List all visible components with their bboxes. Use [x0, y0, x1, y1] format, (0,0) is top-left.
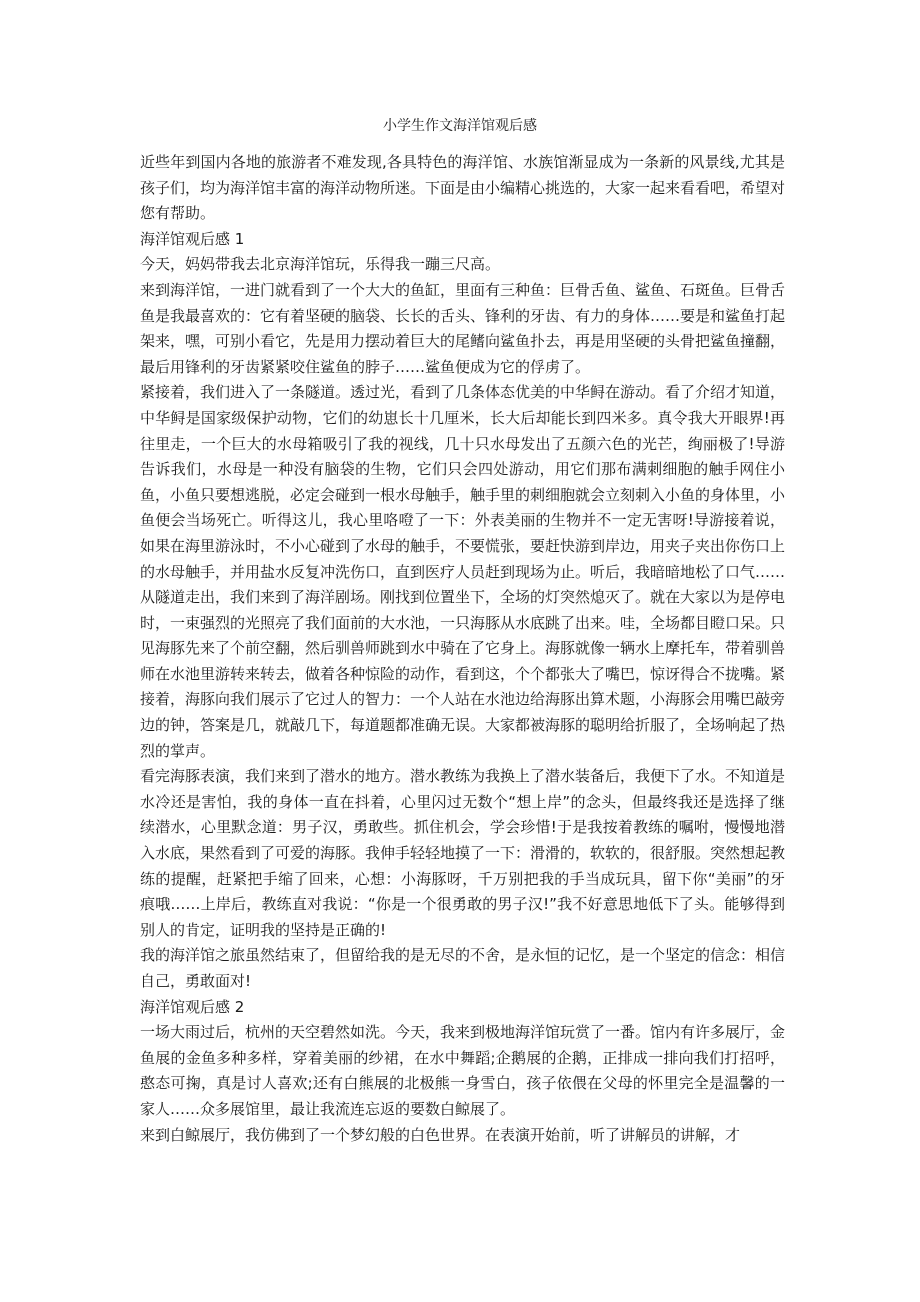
paragraph: 我的海洋馆之旅虽然结束了，但留给我的是无尽的不舍，是永恒的记忆，是一个坚定的信念：相信自己，勇敢面对!	[140, 946, 786, 990]
section-heading-2: 海洋馆观后感 2	[140, 997, 245, 1016]
document-body	[140, 150, 785, 1148]
paragraph: 来到海洋馆，一进门就看到了一个大大的鱼缸，里面有三种鱼：巨骨舌鱼、鲨鱼、石斑鱼。巨骨舌鱼是我最喜欢的：它有着坚硬的脑袋、长长的舌头、锋利的牙齿、有力的身体……要是和鲨鱼打起架来，嘿，可别小看它，先是用力摆动着巨大的尾鳍向鲨鱼扑去，再是用坚硬的头骨把鲨鱼撞翻，最后用锋利的牙齿紧紧咬住鲨鱼的脖子……鲨鱼便成为它的俘虏了。	[140, 280, 786, 376]
paragraph: 来到白鲸展厅，我仿佛到了一个梦幻般的白色世界。在表演开始前，听了讲解员的讲解，才	[140, 1125, 741, 1144]
paragraph: 今天，妈妈带我去北京海洋馆玩，乐得我一蹦三尺高。	[140, 255, 501, 274]
paragraph: 从隧道走出，我们来到了海洋剧场。刚找到位置坐下，全场的灯突然熄灭了。就在大家以为是停电时，一束强烈的光照亮了我们面前的大水池，一只海豚从水底跳了出来。哇，全场都目瞪口呆。只见海豚先来了个前空翻，然后驯兽师跳到水中骑在了它身上。海豚就像一辆水上摩托车，带着驯兽师在水池里游转来转去，做着各种惊险的动作，看到这，个个都张大了嘴巴，惊讶得合不拢嘴。紧接着，海豚向我们展示了它过人的智力：一个人站在水池边给海豚出算术题，小海豚会用嘴巴敲旁边的钟，答案是几，就敲几下，每道题都准确无误。大家都被海豚的聪明给折服了，全场响起了热烈的掌声。	[140, 588, 786, 760]
paragraph: 一场大雨过后，杭州的天空碧然如洗。今天，我来到极地海洋馆玩赏了一番。馆内有许多展厅，金鱼展的金鱼多种多样，穿着美丽的纱裙，在水中舞蹈;企鹅展的企鹅，正排成一排向我们打招呼，憨态可掬，真是讨人喜欢;还有白熊展的北极熊一身雪白，孩子依偎在父母的怀里完全是温馨的一家人……众多展馆里，最让我流连忘返的要数白鲸展了。	[140, 1023, 786, 1118]
section-heading-1: 海洋馆观后感 1	[140, 229, 245, 248]
paragraph: 看完海豚表演，我们来到了潜水的地方。潜水教练为我换上了潜水装备后，我便下了水。不知道是水冷还是害怕，我的身体一直在抖着，心里闪过无数个“想上岸”的念头，但最终我还是选择了继续潜水，心里默念道：男子汉，勇敢些。抓住机会，学会珍惜!于是我按着教练的嘱咐，慢慢地潜入水底，果然看到了可爱的海豚。我伸手轻轻地摸了一下：滑滑的，软软的，很舒服。突然想起教练的提醒，赶紧把手缩了回来，心想：小海豚呀，千万别把我的手当成玩具，留下你“美丽”的牙痕哦……上岸后，教练直对我说：“你是一个很勇敢的男子汉!”我不好意思地低下了头。能够得到别人的肯定，证明我的坚持是正确的!	[140, 767, 786, 939]
paragraph: 紧接着，我们进入了一条隧道。透过光，看到了几条体态优美的中华鲟在游动。看了介绍才知道，中华鲟是国家级保护动物，它们的幼崽长十几厘米，长大后却能长到四米多。真令我大开眼界!再往里走，一个巨大的水母箱吸引了我的视线，几十只水母发出了五颜六色的光芒，绚丽极了!导游告诉我们，水母是一种没有脑袋的生物，它们只会四处游动，用它们那布满刺细胞的触手网住小鱼，小鱼只要想逃脱，必定会碰到一根水母触手，触手里的刺细胞就会立刻刺入小鱼的身体里，小鱼便会当场死亡。听得这儿，我心里咯噔了一下：外表美丽的生物并不一定无害呀!导游接着说，如果在海里游泳时，不小心碰到了水母的触手，不要慌张，要赶快游到岸边，用夹子夹出你伤口上的水母触手，并用盐水反复冲洗伤口，直到医疗人员赶到现场为止。听后，我暗暗地松了口气……	[140, 383, 786, 581]
page-title: 小学生作文海洋馆观后感	[383, 118, 537, 134]
intro-paragraph: 近些年到国内各地的旅游者不难发现,各具特色的海洋馆、水族馆渐显成为一条新的风景线,尤其是孩子们，均为海洋馆丰富的海洋动物所迷。下面是由小编精心挑选的，大家一起来看看吧，希望对您有帮助。	[140, 153, 786, 223]
